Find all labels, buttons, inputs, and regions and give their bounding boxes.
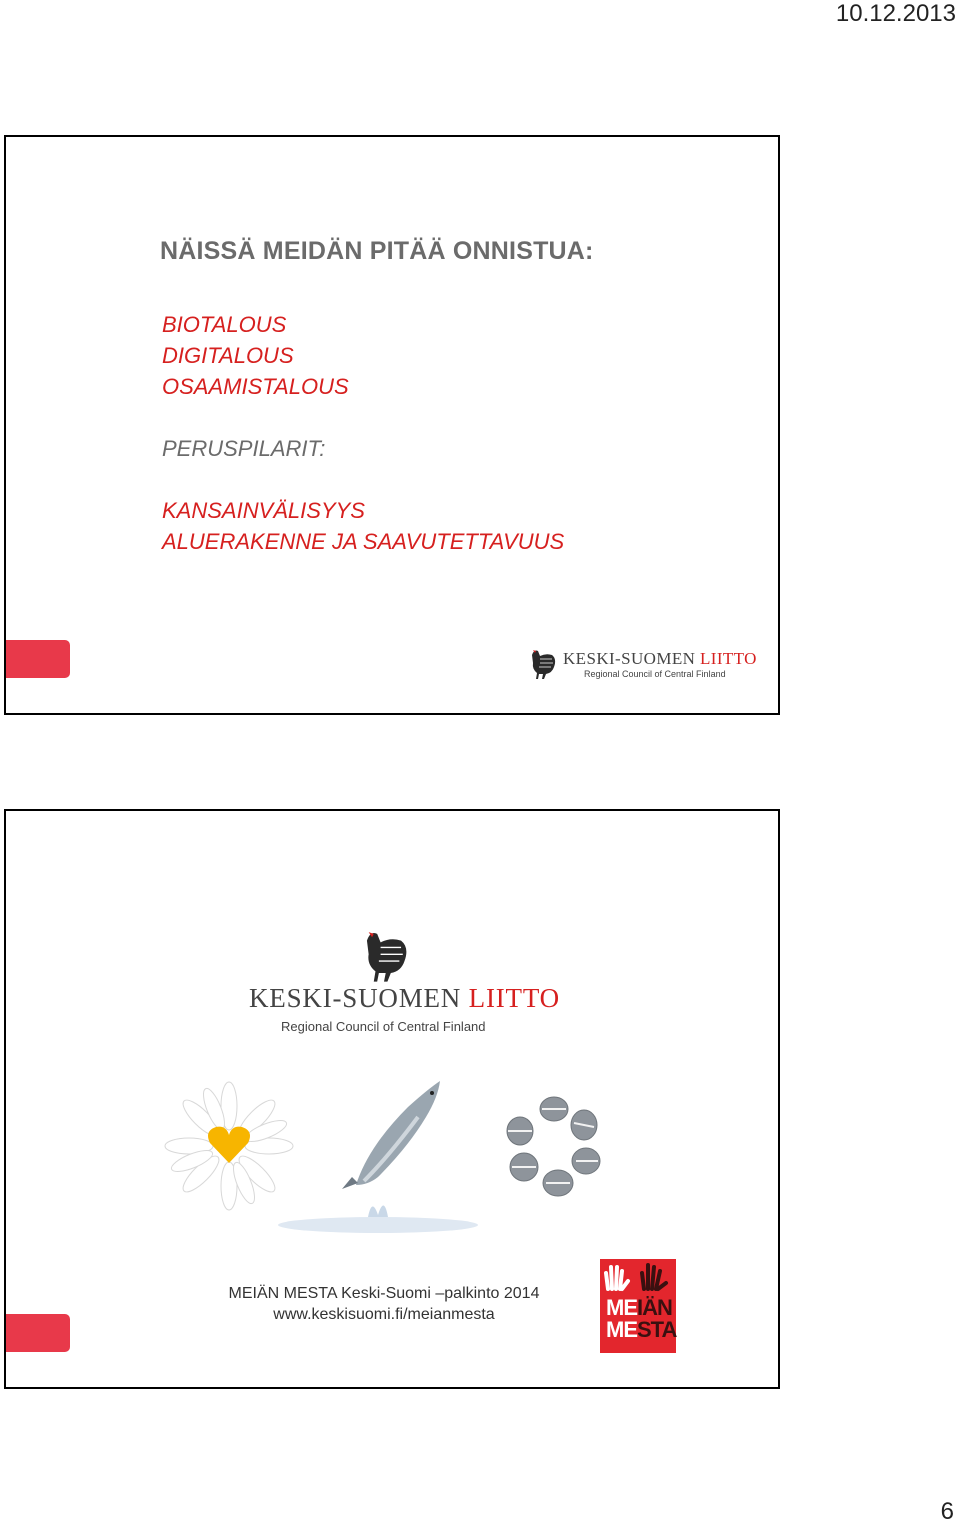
brand-name: KESKI-SUOMEN LIITTO (563, 649, 757, 668)
award-caption-url: www.keskisuomi.fi/meianmesta (273, 1306, 495, 1323)
keski-suomen-liitto-logo (6, 921, 778, 1041)
hand-prints-icon (600, 1259, 676, 1295)
slide-tab-marker (6, 640, 70, 678)
slide-2 (4, 809, 780, 1389)
meian-mesta-wordmark: MEIÄN MESTA (606, 1295, 677, 1342)
stones-circle-icon (494, 1087, 614, 1207)
brand-subtitle: Regional Council of Central Finland (281, 1019, 486, 1034)
list-item: OSAAMISTALOUS (162, 374, 349, 399)
list-item: KANSAINVÄLISYYS (162, 498, 365, 523)
slide-heading: NÄISSÄ MEIDÄN PITÄÄ ONNISTUA: (160, 237, 594, 265)
award-caption (184, 1283, 584, 1325)
award-caption-title: MEIÄN MESTA Keski-Suomi –palkinto 2014 (228, 1285, 540, 1302)
slide-tab-marker (6, 1314, 70, 1352)
brand-subtitle: Regional Council of Central Finland (584, 669, 726, 679)
keski-suomen-liitto-logo (526, 647, 757, 681)
jumping-salmon-icon (268, 1077, 488, 1237)
capercaillie-icon (356, 927, 412, 985)
brand-name: KESKI-SUOMEN LIITTO (249, 983, 560, 1013)
pillars-label: PERUSPILARIT: (162, 436, 326, 461)
page-number: 6 (940, 1498, 954, 1525)
meian-mesta-logo (600, 1259, 676, 1353)
list-item: ALUERAKENNE JA SAAVUTETTAVUUS (162, 529, 565, 554)
slide-1 (4, 135, 780, 715)
capercaillie-icon (526, 647, 558, 681)
document-date: 10.12.2013 (835, 0, 956, 27)
pillars-list (162, 495, 564, 557)
focus-list (162, 309, 349, 402)
list-item: DIGITALOUS (162, 343, 294, 368)
list-item: BIOTALOUS (162, 312, 287, 337)
